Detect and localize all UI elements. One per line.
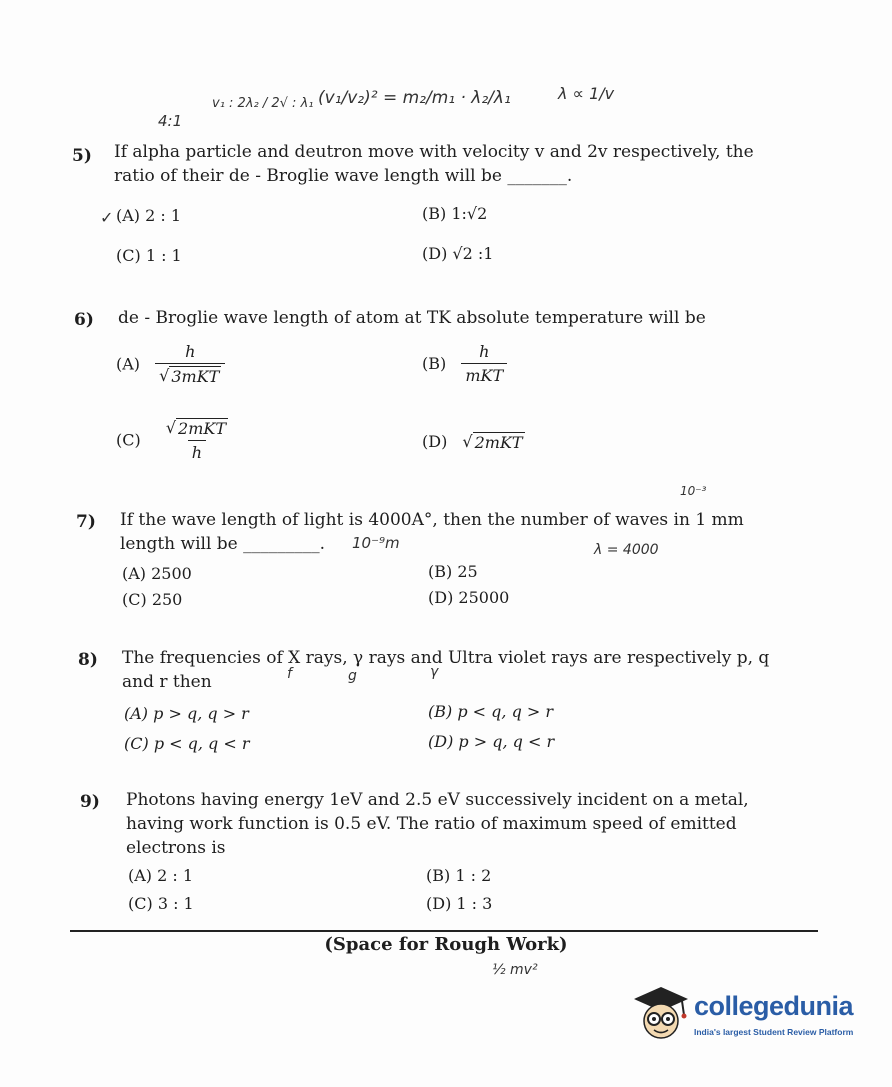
q8-text-line1: The frequencies of X rays, γ rays and Ultra violet rays are respectively p, q [122, 648, 770, 668]
q6-option-a-fraction: h √ 3mKT [155, 342, 225, 386]
q5-option-b[interactable]: (B) 1:√2 [422, 204, 488, 223]
q9-text-line2: having work function is 0.5 eV. The ratio of maximum speed of emitted [126, 814, 737, 834]
q6-option-a[interactable] [116, 342, 225, 386]
handwritten-proportion: λ ∝ 1/v [558, 84, 615, 103]
q6-option-c-label: (C) [116, 430, 141, 450]
handwritten-equation: (v₁/v₂)² = m₂/m₁ · λ₂/λ₁ [318, 88, 511, 108]
q6-option-c-denominator: h [188, 440, 206, 462]
q5-check-mark-icon: ✓ [100, 208, 114, 227]
handwritten-q8-p: f [287, 666, 292, 682]
q7-option-b[interactable]: (B) 25 [428, 562, 478, 581]
q6-option-a-label: (A) [116, 354, 141, 374]
q6-option-b-denominator: mKT [461, 363, 507, 385]
q6-option-d-value: 2mKT [474, 433, 523, 452]
q9-option-c[interactable]: (C) 3 : 1 [128, 894, 194, 913]
q6-option-c-fraction: √ 2mKT h [165, 418, 227, 462]
handwritten-q8-r: γ [430, 664, 439, 680]
q6-text: de - Broglie wave length of atom at TK absolute temperature will be [118, 308, 706, 328]
handwritten-q7-lambda: λ = 4000 [594, 542, 659, 558]
q7-number: 7) [76, 512, 96, 532]
q9-number: 9) [80, 792, 100, 812]
q7-text-line1: If the wave length of light is 4000A°, then the number of waves in 1 mm [120, 510, 744, 530]
q6-option-c[interactable] [116, 418, 232, 462]
q5-option-d[interactable]: (D) √2 :1 [422, 244, 494, 263]
handwritten-q7-corner: 10⁻³ [680, 484, 707, 498]
q5-number: 5) [72, 146, 92, 166]
q6-number: 6) [74, 310, 94, 330]
q5-text-line2: ratio of their de - Broglie wave length will be _______. [114, 166, 573, 186]
collegedunia-logo[interactable] [632, 985, 862, 1045]
q6-option-a-numerator: h [185, 342, 196, 361]
handwritten-q8-q: g [348, 668, 357, 684]
graduate-mascot-icon [632, 985, 690, 1043]
q9-text-line3: electrons is [126, 838, 226, 858]
handwritten-bottom: ½ mv² [492, 962, 538, 978]
handwritten-q7-exponent: 10⁻⁹m [352, 534, 400, 552]
logo-name: collegedunia [694, 991, 854, 1021]
q6-option-b[interactable] [422, 342, 507, 385]
q6-option-a-denominator: 3mKT [171, 367, 220, 386]
q9-option-d[interactable]: (D) 1 : 3 [426, 894, 493, 913]
rough-work-label: (Space for Rough Work) [324, 934, 568, 955]
q7-option-c[interactable]: (C) 250 [122, 590, 183, 609]
q8-text-line2: and r then [122, 672, 212, 692]
q8-option-c[interactable]: (C) p < q, q < r [124, 734, 250, 753]
q6-option-c-numerator: 2mKT [178, 419, 227, 438]
q6-option-b-numerator: h [479, 342, 490, 361]
handwritten-fraction: v₁ : 2λ₂ / 2√ : λ₁ [212, 96, 314, 111]
q9-option-b[interactable]: (B) 1 : 2 [426, 866, 492, 885]
q6-option-d[interactable]: (D) √ 2mKT [422, 432, 523, 452]
q5-option-c[interactable]: (C) 1 : 1 [116, 246, 182, 265]
q6-option-b-label: (B) [422, 354, 447, 373]
q9-text-line1: Photons having energy 1eV and 2.5 eV successively incident on a metal, [126, 790, 749, 810]
handwritten-ratio: 4:1 [158, 112, 183, 130]
footer-divider [70, 930, 818, 932]
q5-text-line1: If alpha particle and deutron move with velocity v and 2v respectively, the [114, 142, 754, 162]
q8-number: 8) [78, 650, 98, 670]
q7-option-a[interactable]: (A) 2500 [122, 564, 192, 583]
logo-tagline: India's largest Student Review Platform [694, 1027, 854, 1037]
q6-option-d-label: (D) [422, 432, 448, 451]
q8-option-b[interactable]: (B) p < q, q > r [428, 702, 554, 721]
q9-option-a[interactable]: (A) 2 : 1 [128, 866, 194, 885]
q7-option-d[interactable]: (D) 25000 [428, 588, 510, 607]
q6-option-b-fraction [461, 342, 507, 385]
q7-text-line2: length will be _________. [120, 534, 326, 554]
q5-option-a[interactable]: (A) 2 : 1 [116, 206, 182, 225]
q8-option-d[interactable]: (D) p > q, q < r [428, 732, 555, 751]
q8-option-a[interactable]: (A) p > q, q > r [124, 704, 249, 723]
